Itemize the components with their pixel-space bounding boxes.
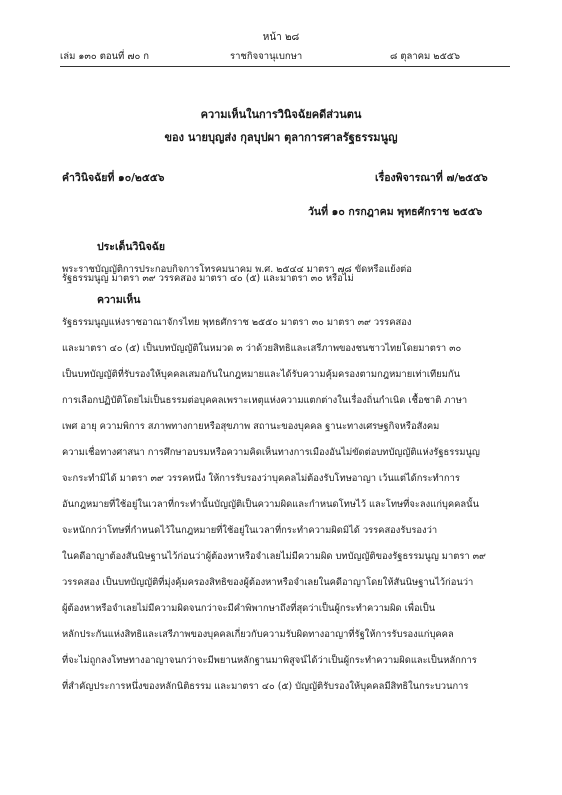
matter-number: เรื่องพิจารณาที่ ๗/๒๕๕๖ xyxy=(375,172,488,184)
opinion-line: การเลือกปฏิบัติโดยไม่เป็นธรรมต่อบุคคลเพราะเหตุแห่งความแตกต่างในเรื่องถิ่นกำเนิด เชื้อชาติ ภาษา xyxy=(62,395,468,406)
opinion-line: ที่จะไม่ถูกลงโทษทางอาญาจนกว่าจะมีพยานหลักฐานมาพิสูจน์ได้ว่าเป็นผู้กระทำความผิดและเป็นหลักการ xyxy=(62,655,477,666)
ruling-number: คำวินิจฉัยที่ ๑๐/๒๕๕๖ xyxy=(62,172,165,184)
opinion-line: ผู้ต้องหาหรือจำเลยไม่มีความผิดจนกว่าจะมีคำพิพากษาถึงที่สุดว่าเป็นผู้กระทำความผิด เพื่อเป็น xyxy=(62,603,436,614)
ruling-date: วันที่ ๑๐ กรกฎาคม พุทธศักราช ๒๕๕๖ xyxy=(308,206,483,218)
opinion-line: ในคดีอาญาต้องสันนิษฐานไว้ก่อนว่าผู้ต้องหาหรือจำเลยไม่มีความผิด บทบัญญัติของรัฐธรรมนูญ มาตรา ๓๙ xyxy=(62,551,486,562)
opinion-line: วรรคสอง เป็นบทบัญญัติที่มุ่งคุ้มครองสิทธิของผู้ต้องหาหรือจำเลยในคดีอาญาโดยให้สันนิษฐานไว้ก่อนว่า xyxy=(62,577,474,588)
issue-heading: ประเด็นวินิจฉัย xyxy=(97,241,166,253)
opinion-line: เป็นบทบัญญัติที่รับรองให้บุคคลเสมอกันในกฎหมายและได้รับความคุ้มครองตามกฎหมายเท่าเทียมกัน xyxy=(62,369,460,380)
opinion-line: เพศ อายุ ความพิการ สภาพทางกายหรือสุขภาพ สถานะของบุคคล ฐานะทางเศรษฐกิจหรือสังคม xyxy=(62,421,440,432)
opinion-line: หลักประกันแห่งสิทธิและเสรีภาพของบุคคลเกี่ยวกับความรับผิดทางอาญาที่รัฐให้การรับรองแก่บุคคล xyxy=(62,629,454,640)
opinion-line: และมาตรา ๔๐ (๕) เป็นบทบัญญัติในหมวด ๓ ว่าด้วยสิทธิและเสรีภาพของชนชาวไทยโดยมาตรา ๓๐ xyxy=(62,343,462,354)
opinion-line: ความเชื่อทางศาสนา การศึกษาอบรมหรือความคิดเห็นทางการเมืองอันไม่ขัดต่อบทบัญญัติแห่งรัฐธรรมนูญ xyxy=(62,447,480,458)
gazette-date: ๘ ตุลาคม ๒๕๕๖ xyxy=(390,51,460,62)
gazette-name: ราชกิจจานุเบกษา xyxy=(230,51,303,62)
issue-line: พระราชบัญญัติการประกอบกิจการโทรคมนาคม พ.ศ. ๒๕๔๔ มาตรา ๗๘ ขัดหรือแย้งต่อ xyxy=(62,264,412,275)
opinion-line: จะหนักกว่าโทษที่กำหนดไว้ในกฎหมายที่ใช้อยู่ในเวลาที่กระทำความผิดมิได้ วรรคสองรับรองว่า xyxy=(62,525,438,536)
issue-line: รัฐธรรมนูญ มาตรา ๓๙ วรรคสอง มาตรา ๔๐ (๕) และมาตรา ๓๐ หรือไม่ xyxy=(62,273,354,284)
opinion-line: รัฐธรรมนูญแห่งราชอาณาจักรไทย พุทธศักราช ๒๕๕๐ มาตรา ๓๐ มาตรา ๓๙ วรรคสอง xyxy=(62,317,412,328)
opinion-line: ที่สำคัญประการหนึ่งของหลักนิติธรรม และมาตรา ๔๐ (๕) บัญญัติรับรองให้บุคคลมีสิทธิในกระบวนการ xyxy=(62,681,469,692)
document-title: ความเห็นในการวินิจฉัยคดีส่วนตน xyxy=(200,108,362,121)
header-rule xyxy=(60,66,510,67)
gazette-volume-issue: เล่ม ๑๓๐ ตอนที่ ๗๐ ก xyxy=(60,51,150,62)
opinion-line: จะกระทำมิได้ มาตรา ๓๙ วรรคหนึ่ง ให้การรับรองว่าบุคคลไม่ต้องรับโทษอาญา เว้นแต่ได้กระทำการ xyxy=(62,473,460,484)
page-number: หน้า ๒๘ xyxy=(262,32,300,43)
opinion-line: อันกฎหมายที่ใช้อยู่ในเวลาที่กระทำนั้นบัญญัติเป็นความผิดและกำหนดโทษไว้ และโทษที่จะลงแก่บุคคลนั้น xyxy=(62,499,479,510)
opinion-heading: ความเห็น xyxy=(97,294,141,306)
document-subtitle: ของ นายบุญส่ง กุลบุปผา ตุลาการศาลรัฐธรรมนูญ xyxy=(164,131,398,144)
